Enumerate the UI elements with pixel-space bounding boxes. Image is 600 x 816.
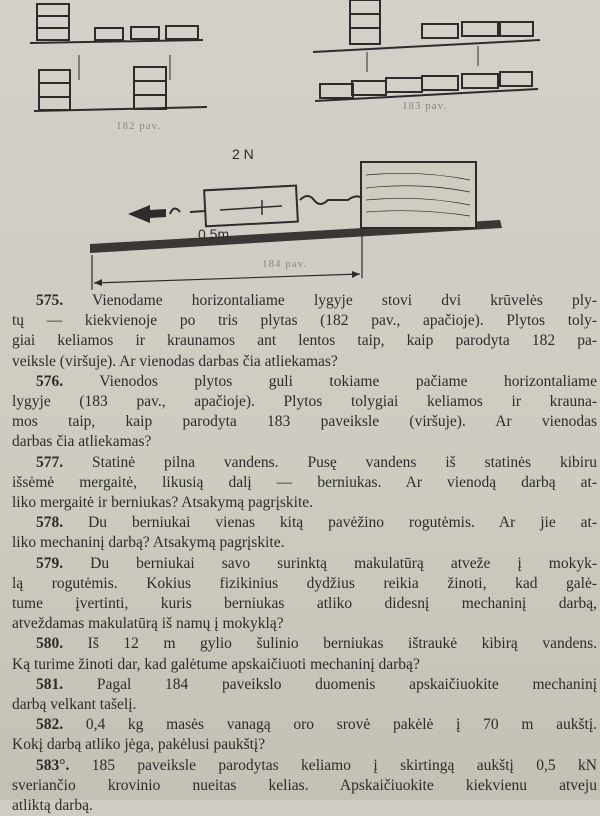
problem-text: liko mechaninį darbą? Atsakymą pagrįskite. <box>12 534 285 552</box>
problem-line <box>12 331 597 351</box>
problem-line <box>12 291 597 311</box>
problem-text: tų — kiekvienoje po tris plytas (182 pav., apačioje). Plytos toly- <box>12 312 597 330</box>
problem-line <box>12 554 597 574</box>
problem-1 <box>12 372 597 453</box>
problem-text: veiksle (viršuje). Ar vienodas darbas čia atliekamas? <box>12 352 338 370</box>
problem-number: 582. <box>36 716 64 734</box>
problem-line <box>12 735 597 755</box>
problem-line <box>12 372 597 392</box>
problem-text: tume įvertinti, kuris berniukas atliko didesnį mechaninį darbą, <box>12 595 597 613</box>
problem-line <box>12 533 597 553</box>
problem-text: Iš 12 m gylio šulinio berniukas ištraukė kibirą vandens. <box>87 635 597 653</box>
problem-line <box>12 453 597 473</box>
problem-0 <box>12 291 597 372</box>
problem-line <box>12 715 597 735</box>
problem-line <box>12 675 597 695</box>
problem-text: išsėmė mergaitė, likusią dalį — berniukas. Ar vienodą darbą at- <box>12 473 597 491</box>
problem-list <box>12 291 597 816</box>
problem-6 <box>12 675 597 715</box>
problem-7 <box>12 715 597 755</box>
figure-184-caption: 184 pav. <box>262 258 308 270</box>
problem-text: Vienodame horizontaliame lygyje stovi dvi krūvelės ply- <box>92 292 597 309</box>
problem-4 <box>12 554 597 635</box>
problem-line <box>12 412 597 432</box>
problem-line <box>12 614 597 634</box>
problem-line <box>12 594 597 614</box>
distance-label: 0,5m <box>198 226 230 242</box>
problem-8 <box>12 756 597 816</box>
problem-line <box>12 473 597 493</box>
problem-3 <box>12 513 597 553</box>
problem-text: Statinė pilna vandens. Pusę vandens iš statinės kibiru <box>92 453 597 471</box>
problem-5 <box>12 634 597 674</box>
problem-number: 583°. <box>36 756 70 774</box>
problem-text: atveždamas makulatūrą iš namų į mokyklą? <box>12 615 284 633</box>
problem-text: 185 paveiksle parodytas keliamo į skirtingą aukštį 0,5 kN <box>91 756 597 774</box>
problem-line <box>12 756 597 776</box>
problem-text: liko mergaitė ir berniukas? Atsakymą pagrįskite. <box>12 494 314 512</box>
figure-184 <box>90 162 502 290</box>
problem-number: 575. <box>36 292 64 309</box>
problem-line <box>12 392 597 412</box>
problem-text: Kokį darbą atliko jėga, pakėlusi paukštį? <box>12 736 266 754</box>
figure-183 <box>313 0 540 101</box>
problem-text: giai keliamos ir kraunamos ant lentos taip, kaip parodyta 182 pa- <box>12 332 597 350</box>
force-label: 2 N <box>232 146 254 162</box>
figures-illustration <box>0 0 600 290</box>
problem-text: mos taip, kaip parodyta 183 paveiksle (viršuje). Ar vienodas <box>12 413 597 431</box>
problem-line <box>12 352 597 372</box>
figure-182-caption: 182 pav. <box>116 120 162 132</box>
problem-line <box>12 311 597 331</box>
problem-text: Ką turime žinoti dar, kad galėtume apskaičiuoti mechaninį darbą? <box>12 655 420 673</box>
problem-text: Du berniukai vienas kitą pavėžino rogutėmis. Ar jie at- <box>88 514 597 532</box>
problem-text: lygyje (183 pav., apačioje). Plytos tolygiai keliamos ir krauna- <box>12 393 597 411</box>
problem-line <box>12 796 597 816</box>
figure-182 <box>30 4 207 111</box>
problem-line <box>12 513 597 533</box>
problem-2 <box>12 453 597 514</box>
problem-line <box>12 695 597 715</box>
problem-text: Pagal 184 paveikslo duomenis apskaičiuokite mechaninį <box>96 675 598 693</box>
problem-line <box>12 432 597 452</box>
problem-line <box>12 493 597 513</box>
problem-text: lą rogutėmis. Kokius fizikinius dydžius reikia žinoti, kad galė- <box>12 574 597 592</box>
problem-number: 580. <box>36 635 64 653</box>
problem-text: 0,4 kg masės vanagą oro srovė pakėlė į 70 m aukštį. <box>85 716 598 734</box>
problem-text: Du berniukai savo surinktą makulatūrą atveže į mokyk- <box>90 554 597 572</box>
problem-line <box>12 655 597 675</box>
problem-number: 581. <box>36 675 64 693</box>
problem-text: atliktą darbą. <box>12 797 93 815</box>
problem-number: 576. <box>36 372 64 390</box>
problem-number: 579. <box>36 554 64 572</box>
problem-line <box>12 574 597 594</box>
problem-text: darbas čia atliekamas? <box>12 433 152 451</box>
figure-183-caption: 183 pav. <box>402 100 448 112</box>
problem-text: sveriančio krovinio nueitas kelias. Apskaičiuokite kiekvienu atveju <box>12 776 597 794</box>
problem-line <box>12 634 597 654</box>
problem-text: Vienodos plytos guli tokiame pačiame horizontaliame <box>99 372 597 390</box>
problem-line <box>12 776 597 796</box>
problem-number: 578. <box>36 514 64 532</box>
problem-number: 577. <box>36 453 64 471</box>
problem-text: darbą velkant tašelį. <box>12 696 137 714</box>
